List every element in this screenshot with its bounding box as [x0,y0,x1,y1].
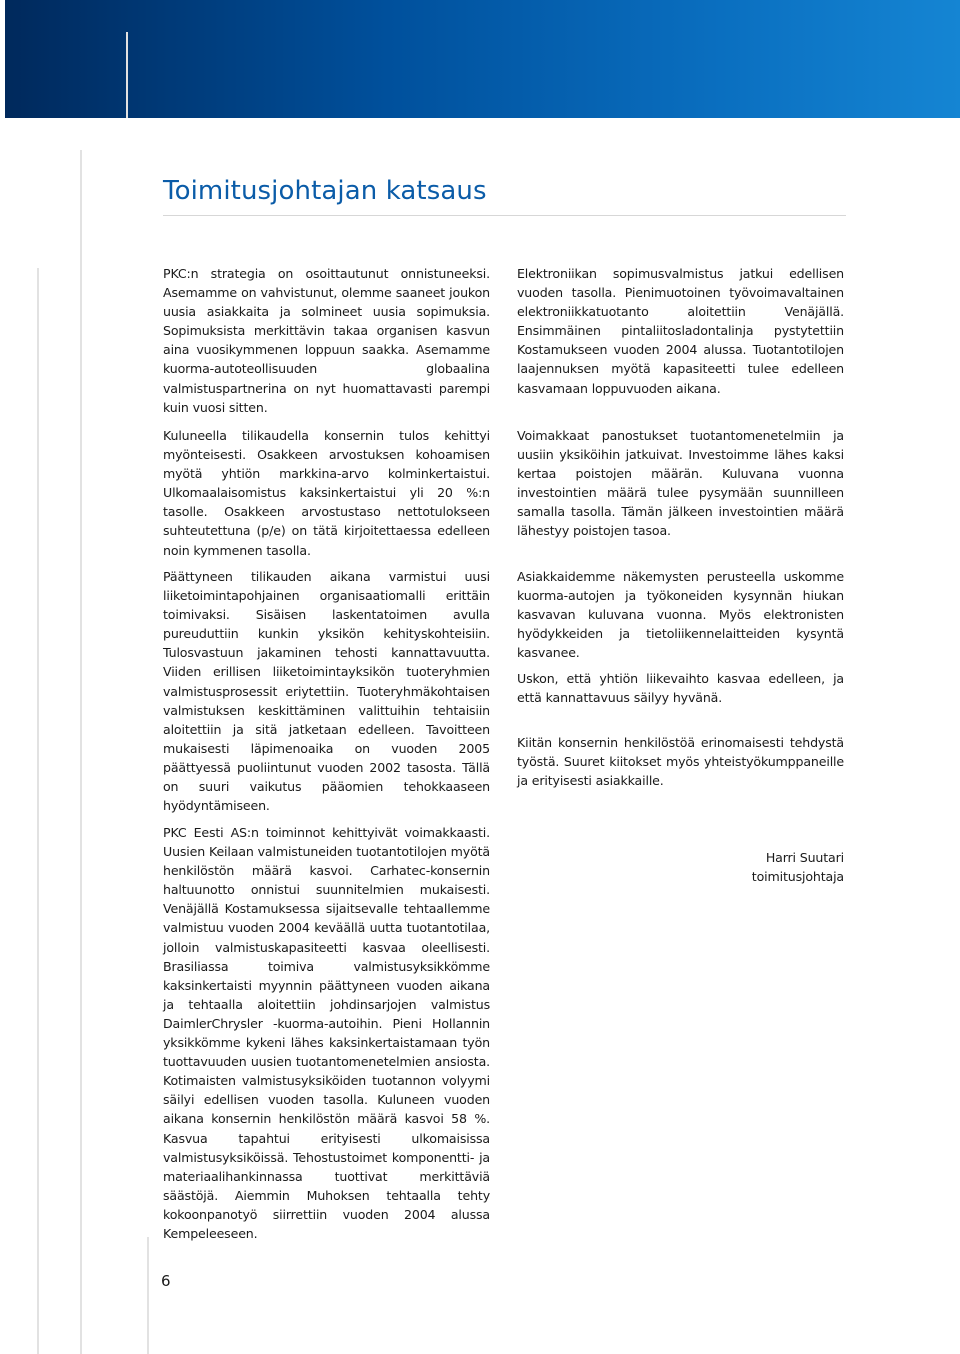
signature-block [517,848,844,886]
page-title: Toimitusjohtajan katsaus [163,176,487,206]
decorative-vertical-line [126,32,128,118]
header-banner [5,0,960,118]
left-paragraph-strategy: PKC:n strategia on osoittautunut onnistuneeksi. Asemamme on vahvistunut, olemme saaneet joukon uusia asiakkaita ja solmineet uusia sopimuksia. Sopimuksista merkittävin takaa organisen kasvun aina vuosikymmenen loppuun saakka. Asemamme kuorma-autoteollisuuden globaalina valmistuspartnerina on nyt huomattavasti parempi kuin vuosi sitten. [163,266,490,415]
title-divider-line [163,215,846,216]
left-paragraph-units: PKC Eesti AS:n toiminnot kehittyivät voimakkaasti. Uusien Keilaan valmistuneiden tuotantotilojen myötä henkilöstön määrä kasvoi. Carhatec-konsernin haltuunotto onnistui suunnitelmien mukaisesti. Venäjällä Kostamuksessa sijaitsevalle tehtaallemme valmistuu vuoden 2004 keväällä uutta tuotantotilaa, jolloin valmistuskapasiteetti kasvaa oleellisesti. Brasiliassa toimiva valmistusyksikkömme kaksinkertaisti myynnin päättyneen vuoden aikana ja tehtaalla aloitettiin johdinsarjojen valmistus DaimlerChrysler -kuorma-autoihin. Pieni Hollannin yksikkömme kykeni lähes kaksinkertaistamaan työn tuottavuuden uusien tuotantomenetelmien ansiosta. Kotimaisten valmistusyksiköiden tuotannon volyymi säilyi edellisen vuoden tasolla. Kuluneen vuoden aikana konsernin henkilöstön määrä kasvoi 58 %. Kasvua tapahtui erityisesti ulkomaisissa valmistusyksiköissä. Tehostustoimet komponentti- ja materiaalihankinnassa tuottivat merkittäviä säästöjä. Aiemmin Muhoksen tehtaalla tehty kokoonpanotyö siirrettiin vuoden 2004 alussa Kempeleeseen. [163,825,490,1241]
left-paragraph-organisation: Päättyneen tilikauden aikana varmistui uusi liiketoimintapohjainen organisaatiomalli erittäin toimivaksi. Sisäisen laskentatoimen avulla pureuduttiin kunkin yksikön kehityskohteisiin. Tulosvastuun jakaminen tehosti kannattavuutta. Viiden erillisen liiketoimintayksikön tuoteryhmien valmistusprosessit eriytettiin. Tuoteryhmäkohtaisen valmistuksen keskittäminen valittuihin tehtaisiin aloitettiin ja sitä jatketaan edelleen. Tavoitteen mukaisesti läpimenoaika on vuoden 2005 päättyessä puoliintunut vuoden 2002 tasosta. Tällä on suuri vaikutus pääomien tehokkaaseen hyödyntämiseen. [163,569,490,814]
decorative-vertical-line [147,1237,149,1354]
left-paragraph-results: Kuluneella tilikaudella konsernin tulos kehittyi myönteisesti. Osakkeen arvostuksen kohoamisen myötä yhtiön markkina-arvo kolminkertaistui. Ulkomaalaisomistus kaksinkertaistui yli 20 %:n tasolle. Osakkeen arvostustaso nettotulokseen suhteutettuna (p/e) on tätä kirjoitettaessa edelleen noin kymmenen tasolla. [163,428,490,558]
page-number: 6 [161,1272,171,1290]
decorative-vertical-line [37,268,39,1354]
right-paragraph-outlook: Asiakkaidemme näkemysten perusteella uskomme kuorma-autojen ja työkoneiden kysynnän hiukan kasvavan kuluvana vuonna. Myös elektronisten hyödykkeiden ja tietoliikennelaitteiden kysyntä kasvanee. [517,569,844,661]
decorative-vertical-line [80,150,82,1354]
right-paragraph-investments: Voimakkaat panostukset tuotantomenetelmiin ja uusiin yksiköihin jatkuivat. Investoimme lähes kaksi kertaa poistojen määrän. Kuluvana vuonna investointien määrä tulee pysymään suunnilleen samalla tasolla. Tämän jälkeen investointien määrä lähestyy poistojen tasoa. [517,428,844,539]
signature-name: Harri Suutari [765,850,844,865]
right-paragraph-revenue: Uskon, että yhtiön liikevaihto kasvaa edelleen, ja että kannattavuus säilyy hyvänä. [517,671,844,706]
right-paragraph-electronics: Elektroniikan sopimusvalmistus jatkui edellisen vuoden tasolla. Pienimuotoinen työvoimavaltainen elektroniikkatuotanto aloitettiin Venäjällä. Ensimmäinen pintaliitosladontalinja pystytettiin Kostamukseen vuoden 2004 alussa. Tuotantotilojen laajennuksen myötä kapasiteetti tulee edelleen kasvamaan loppuvuoden aikana. [517,266,844,396]
signature-role: toimitusjohtaja [751,869,844,885]
right-paragraph-thanks: Kiitän konsernin henkilöstöä erinomaisesti tehdystä työstä. Suuret kiitokset myös yhteistyökumppaneille ja erityisesti asiakkaille. [517,735,844,789]
